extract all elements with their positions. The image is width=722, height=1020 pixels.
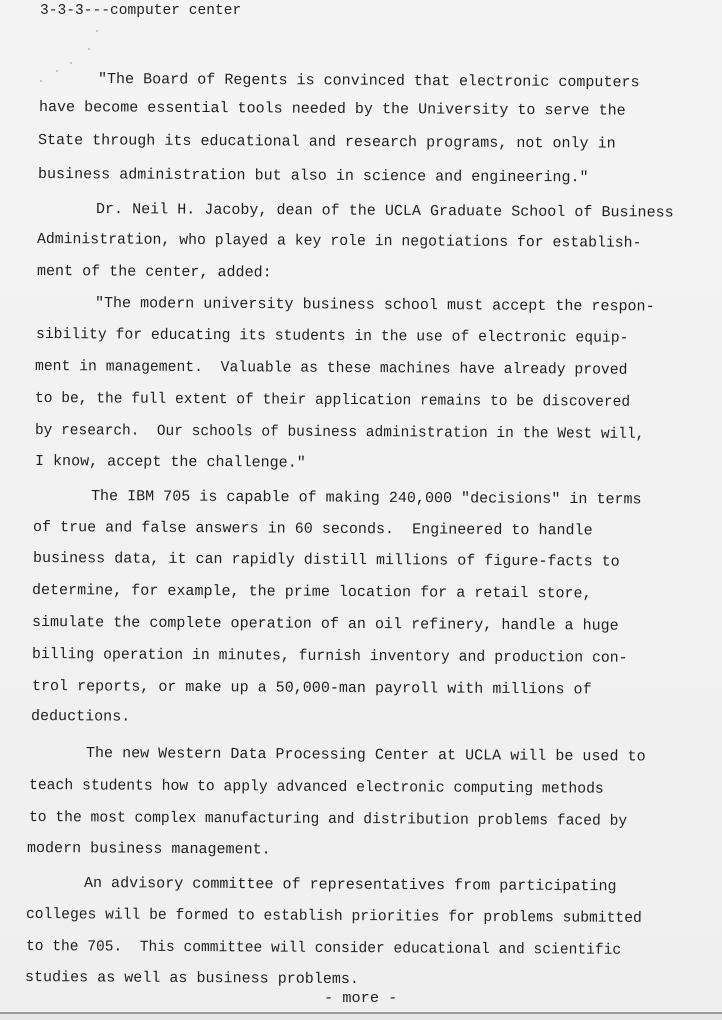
paragraph-3-line-4: to be, the full extent of their application remains to be discovered [34,389,631,411]
paper-speck [40,80,42,82]
page-header: 3-3-3---computer center [40,3,242,19]
paper-speck [96,30,98,32]
continued-marker: - more - [324,989,398,1007]
paragraph-5-line-2: teach students how to apply advanced electronic computing methods [28,776,604,798]
paragraph-4-line-2: of true and false answers in 60 seconds. Engineered to handle [32,518,593,540]
paragraph-5-line-3: to the most complex manufacturing and distribution problems faced by [28,808,628,830]
paragraph-4-line-6: billing operation in minutes, furnish inventory and production con- [31,645,628,667]
paragraph-2-line-3: ment of the center, added: [36,262,272,282]
paragraph-2-line-2: Administration, who played a key role in negotiations for establish- [36,230,642,252]
paragraph-6-line-1: An advisory committee of representatives from participating [83,874,617,896]
paragraph-3-line-6: I know, accept the challenge." [34,452,306,472]
paragraph-6-line-3: to the 705. This committee will consider educational and scientific [25,937,622,959]
scanner-background [0,1014,722,1020]
paragraph-3-line-1: "The modern university business school must accept the respon- [94,294,655,316]
paragraph-4-line-5: simulate the complete operation of an oil refinery, handle a huge [31,613,619,635]
paragraph-4-line-7: trol reports, or make up a 50,000-man payroll with millions of [31,677,592,699]
paragraph-4-line-1: The IBM 705 is capable of making 240,000 "decisions" in terms [90,487,642,509]
paragraph-1-line-3: State through its educational and research programs, not only in [37,131,616,153]
paragraph-3-line-3: ment in management. Valuable as these machines have already proved [34,357,628,379]
paragraph-6-line-2: colleges will be formed to establish priorities for problems submitted [25,905,642,927]
paragraph-4-line-8: deductions. [30,707,131,726]
paragraph-4-line-3: business data, it can rapidly distill millions of figure-facts to [32,549,620,571]
paper-speck [88,48,90,50]
paragraph-1-line-4: business administration but also in science and engineering." [37,165,589,187]
paragraph-3-line-5: by research. Our schools of business administration in the West will, [34,421,645,443]
paragraph-1-line-1: "The Board of Regents is convinced that electronic computers [97,70,640,92]
paragraph-4-line-4: determine, for example, the prime location for a retail store, [31,581,592,603]
paragraph-6-line-4: studies as well as business problems. [24,968,360,989]
paragraph-3-line-2: sibility for educating its students in the use of electronic equip- [35,325,629,347]
paper-speck [56,70,58,72]
paragraph-1-line-2: have become essential tools needed by the University to serve the [38,98,626,120]
paragraph-2-line-1: Dr. Neil H. Jacoby, dean of the UCLA Graduate School of Business [95,200,674,222]
paper-speck [70,62,72,64]
paragraph-5-line-1: The new Western Data Processing Center at UCLA will be used to [85,744,646,766]
paragraph-5-line-4: modern business management. [26,839,271,859]
